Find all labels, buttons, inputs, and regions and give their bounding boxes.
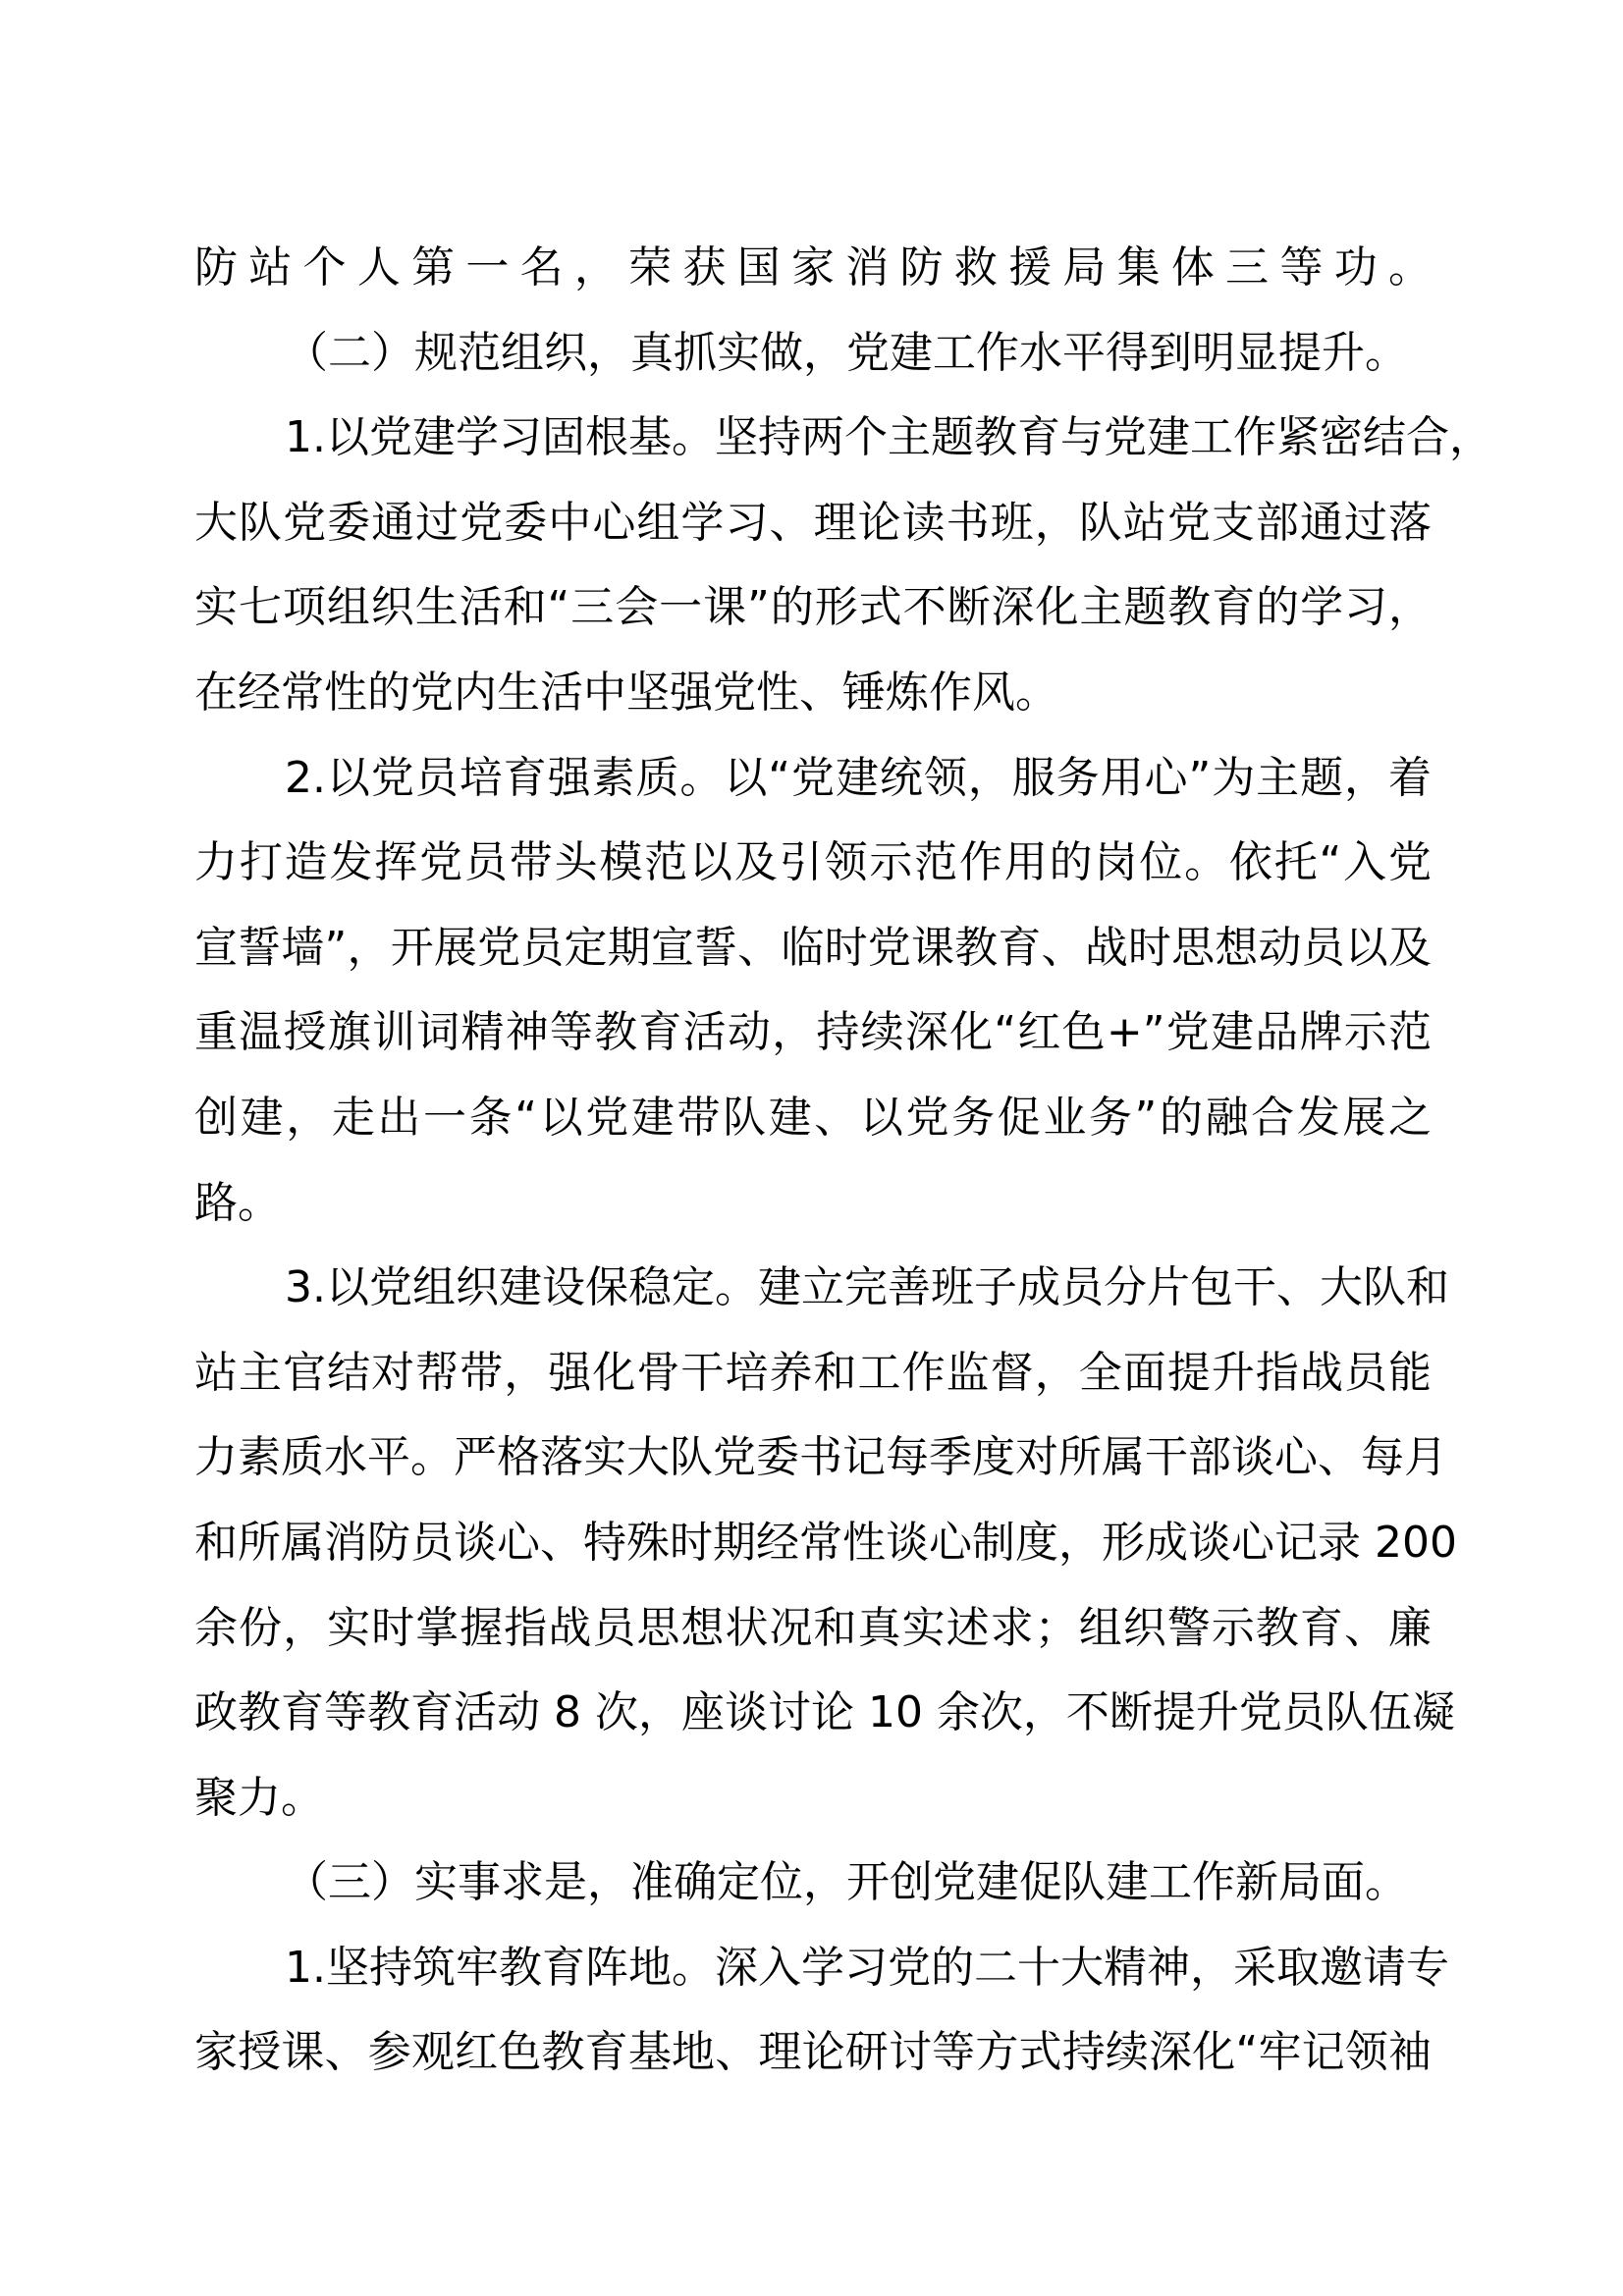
text-line: 力素质水平。严格落实大队党委书记每季度对所属干部谈心、每月 xyxy=(194,1432,1447,1483)
document-page xyxy=(194,226,1492,2096)
text-line: 政教育等教育活动 8 次，座谈讨论 10 余次，不断提升党员队伍凝 xyxy=(194,1687,1455,1738)
text-line: 2.以党员培育强素质。以“党建统领，服务用心”为主题，着 xyxy=(285,752,1432,803)
text-line: 防站个人第一名，荣获国家消防救援局集体三等功。 xyxy=(194,242,1432,293)
text-line: 宣誓墙”，开展党员定期宣誓、临时党课教育、战时思想动员以及 xyxy=(194,922,1432,973)
text-line: 1.坚持筑牢教育阵地。深入学习党的二十大精神，采取邀请专 xyxy=(285,1942,1449,1993)
text-line: 家授课、参观红色教育基地、理论研讨等方式持续深化“牢记领袖 xyxy=(194,2027,1432,2078)
text-line: 站主官结对帮带，强化骨干培养和工作监督，全面提升指战员能 xyxy=(194,1347,1432,1398)
text-line: 在经常性的党内生活中坚强党性、锤炼作风。 xyxy=(194,667,1058,718)
text-line: 重温授旗训词精神等教育活动，持续深化“红色+”党建品牌示范 xyxy=(194,1007,1432,1058)
text-line: 创建，走出一条“以党建带队建、以党务促业务”的融合发展之 xyxy=(194,1092,1432,1143)
text-line: 力打造发挥党员带头模范以及引领示范作用的岗位。依托“入党 xyxy=(194,837,1432,888)
text-line: 路。 xyxy=(194,1177,281,1228)
text-line: 大队党委通过党委中心组学习、理论读书班，队站党支部通过落 xyxy=(194,497,1432,548)
text-line: 1.以党建学习固根基。坚持两个主题教育与党建工作紧密结合， xyxy=(285,412,1492,463)
section-heading-2: （二）规范组织，真抓实做，党建工作水平得到明显提升。 xyxy=(285,327,1408,378)
text-line: 余份，实时掌握指战员思想状况和真实述求；组织警示教育、廉 xyxy=(194,1602,1432,1653)
text-line: 实七项组织生活和“三会一课”的形式不断深化主题教育的学习， xyxy=(194,582,1432,633)
text-line: 3.以党组织建设保稳定。建立完善班子成员分片包干、大队和 xyxy=(285,1262,1449,1313)
section-heading-3: （三）实事求是，准确定位，开创党建促队建工作新局面。 xyxy=(285,1857,1408,1908)
text-line: 和所属消防员谈心、特殊时期经常性谈心制度，形成谈心记录 200 xyxy=(194,1517,1457,1568)
text-line: 聚力。 xyxy=(194,1772,324,1823)
